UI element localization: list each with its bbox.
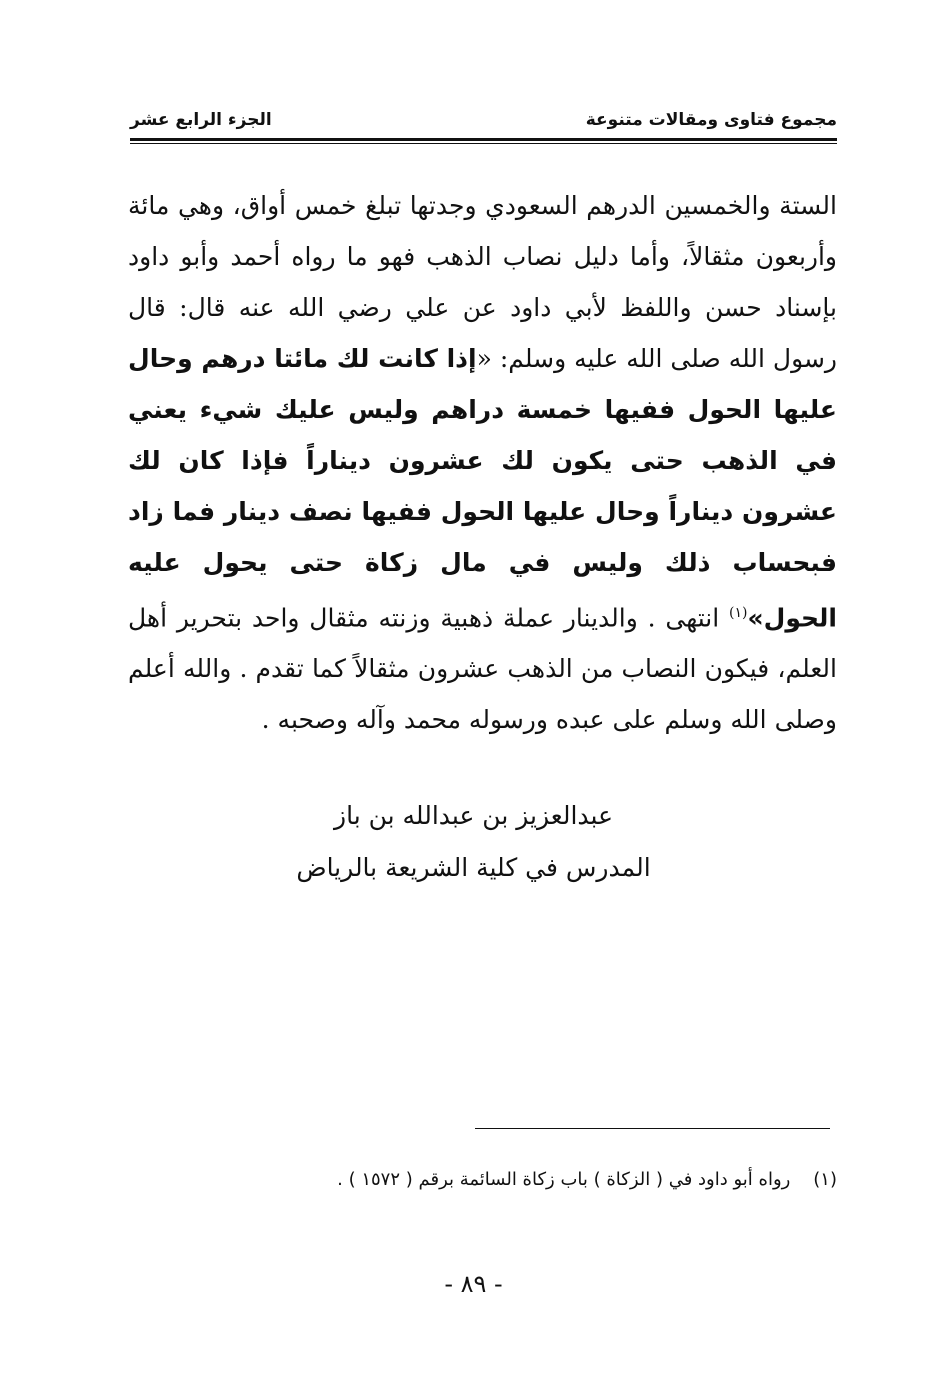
hadith-close-quote: » — [747, 603, 764, 633]
footnote-reference: (١) — [729, 605, 748, 621]
author-name: عبدالعزيز بن عبدالله بن باز — [334, 801, 613, 830]
page-number: - ٨٩ - — [444, 1270, 503, 1298]
volume-label: الجزء الرابع عشر — [130, 110, 272, 130]
footnote-text: رواه أبو داود في ( الزكاة ) باب زكاة السائمة برقم ( ١٥٧٢ ) . — [337, 1169, 791, 1190]
footnote-marker: (١) — [813, 1169, 837, 1190]
body-paragraph — [128, 180, 837, 745]
signature-block — [110, 790, 837, 894]
header-rule — [130, 138, 837, 144]
body-text-before: الستة والخمسين الدرهم السعودي وجدتها تبلغ خمس أواق، وهي مائة وأربعون مثقالاً، وأما دليل نصاب الذهب فهو ما رواه أحمد وأبو داود بإسناد حسن واللفظ لأبي داود عن علي رضي الله عنه قال: قال رسول الله صلى الله عليه وسلم: « — [128, 191, 838, 373]
footnote — [130, 1165, 837, 1195]
book-title: مجموع فتاوى ومقالات متنوعة — [585, 110, 837, 130]
footnote-rule — [475, 1128, 830, 1129]
hadith-text: إذا كانت لك مائتا درهم وحال عليها الحول ففيها خمسة دراهم وليس عليك شيء يعني في الذهب حتى يكون لك عشرون ديناراً فإذا كان لك عشرون ديناراً وحال عليها الحول ففيها نصف دينار فما زاد فبحساب ذلك وليس في مال زكاة حتى يحول عليه الحول — [128, 344, 837, 633]
body-text-after: انتهى . والدينار عملة ذهبية وزنته مثقال واحد بتحرير أهل العلم، فيكون النصاب من الذهب عشرون مثقالاً كما تقدم . والله أعلم وصلى الله وسلم على عبده ورسوله محمد وآله وصحبه . — [128, 603, 837, 735]
author-title: المدرس في كلية الشريعة بالرياض — [296, 853, 651, 882]
running-header — [130, 90, 837, 138]
